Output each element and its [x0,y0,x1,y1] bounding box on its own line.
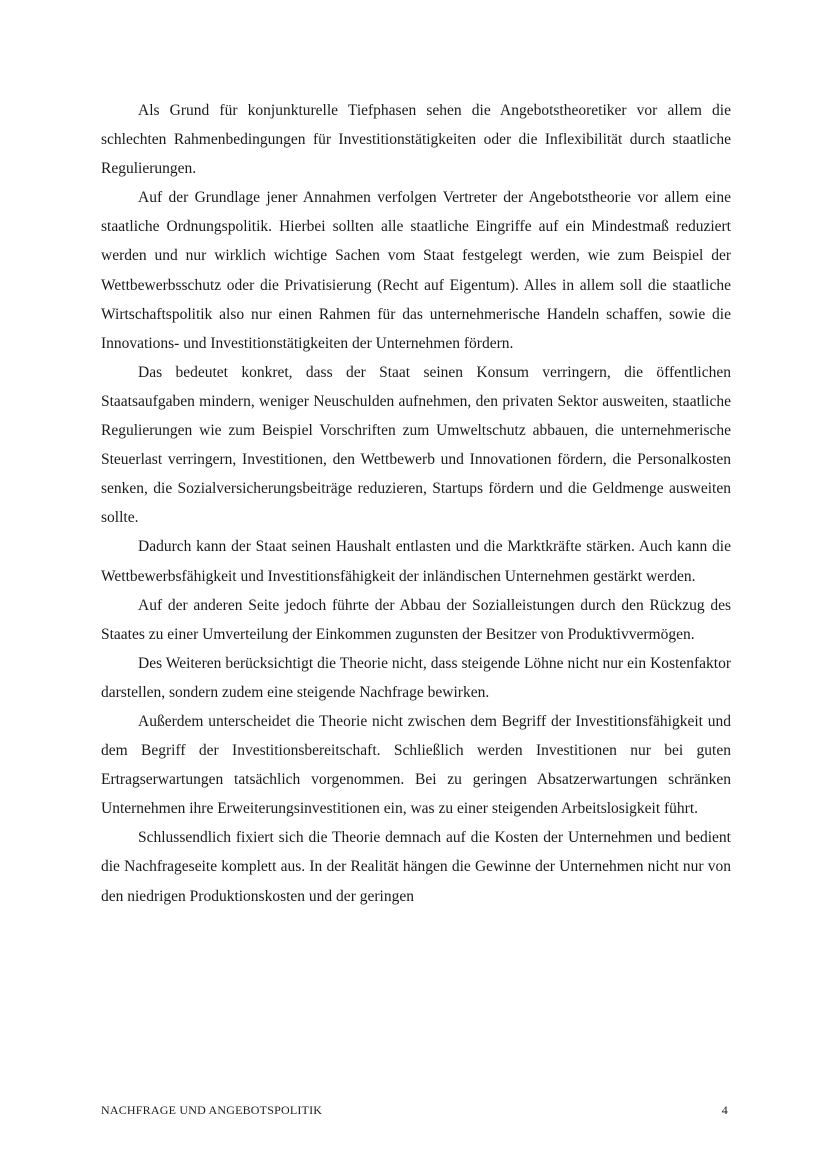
paragraph: Das bedeutet konkret, dass der Staat seinen Konsum verringern, die öffentlichen Staatsaufgaben mindern, weniger Neuschulden aufnehmen, den privaten Sektor ausweiten, staatliche Regulierungen wie zum Beispiel Vorschriften zum Umweltschutz abbauen, die unternehmerische Steuerlast verringern, Investitionen, den Wettbewerb und Innovationen fördern, die Personalkosten senken, die Sozialversicherungsbeiträge reduzieren, Startups fördern und die Geldmenge ausweiten sollte. [101,363,731,527]
paragraph: Dadurch kann der Staat seinen Haushalt entlasten und die Marktkräfte stärken. Auch kann die Wettbewerbsfähigkeit und Investitionsfähigkeit der inländischen Unternehmen gestärkt werden. [101,538,731,585]
paragraph: Des Weiteren berücksichtigt die Theorie nicht, dass steigende Löhne nicht nur ein Kostenfaktor darstellen, sondern zudem eine steigende Nachfrage bewirken. [101,654,731,701]
paragraph: Außerdem unterscheidet die Theorie nicht zwischen dem Begriff der Investitionsfähigkeit und dem Begriff der Investitionsbereitschaft. Schließlich werden Investitionen nur bei guten Ertragserwartungen tatsächlich vorgenommen. Bei zu geringen Absatzerwartungen schränken Unternehmen ihre Erweiterungsinvestitionen ein, was zu einer steigenden Arbeitslosigkeit führt. [101,712,731,818]
paragraph: Auf der Grundlage jener Annahmen verfolgen Vertreter der Angebotstheorie vor allem eine staatliche Ordnungspolitik. Hierbei sollten alle staatliche Eingriffe auf ein Mindestmaß reduziert werden und nur wirklich wichtige Sachen vom Staat festgelegt werden, wie zum Beispiel der Wettbewerbsschutz oder die Privatisierung (Recht auf Eigentum). Alles in allem soll die staatliche Wirtschaftspolitik also nur einen Rahmen für das unternehmerische Handeln schaffen, sowie die Innovations- und Investitionstätigkeiten der Unternehmen fördern. [101,189,731,352]
body-text [101,96,731,911]
page-number: 4 [721,1103,728,1117]
paragraph: Auf der anderen Seite jedoch führte der Abbau der Sozialleistungen durch den Rückzug des Staates zu einer Umverteilung der Einkommen zugunsten der Besitzer von Produktivvermögen. [101,596,731,643]
page-footer [101,1103,728,1118]
paragraph: Schlussendlich fixiert sich die Theorie demnach auf die Kosten der Unternehmen und bedient die Nachfrageseite komplett aus. In der Realität hängen die Gewinne der Unternehmen nicht nur von den niedrigen Produktionskosten und der geringen [101,829,731,905]
paragraph: Als Grund für konjunkturelle Tiefphasen sehen die Angebotstheoretiker vor allem die schlechten Rahmenbedingungen für Investitionstätigkeiten oder die Inflexibilität durch staatliche Regulierungen. [101,102,731,178]
footer-title: NACHFRAGE UND ANGEBOTSPOLITIK [101,1103,323,1117]
